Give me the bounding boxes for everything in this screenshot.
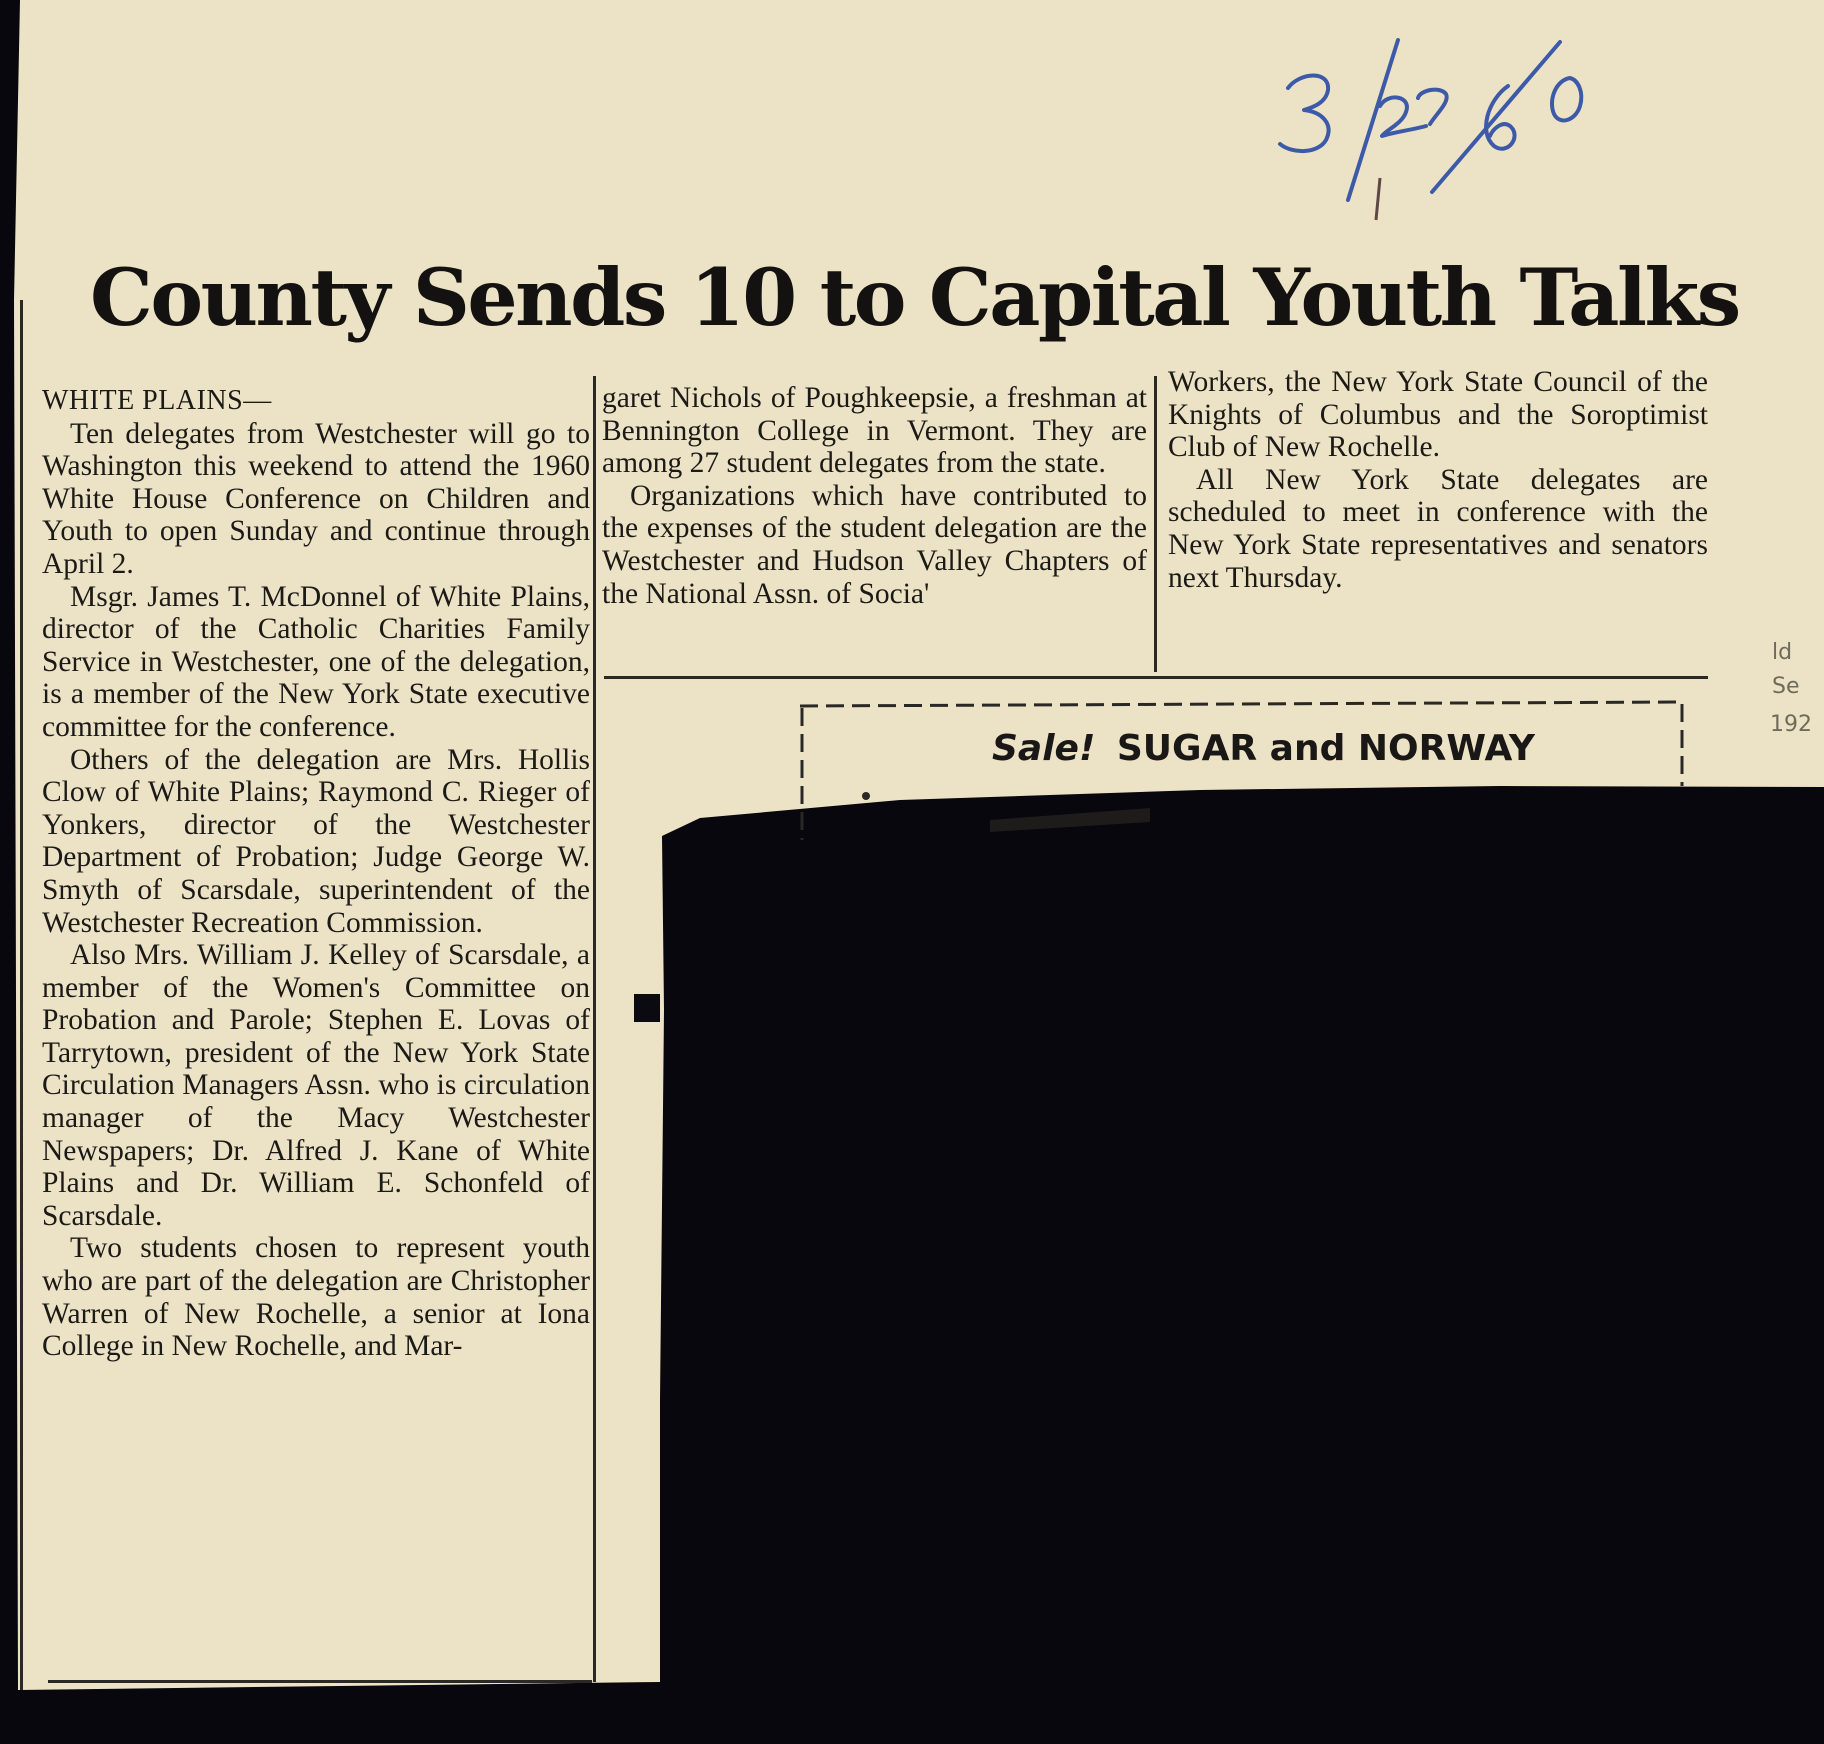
edge-bleed-text: ld <box>1772 640 1793 665</box>
edge-bleed-text: Se <box>1772 674 1800 699</box>
paragraph: Others of the delegation are Mrs. Hollis Clow of White Plains; Raymond C. Rieger of Yonkers, director of the Westchester Department of Probation; Judge George W. Smyth of Scarsdale, superintendent of the Westchester Recreation Commission. <box>42 743 590 939</box>
dateline: WHITE PLAINS— <box>42 385 272 416</box>
paragraph: Msgr. James T. McDonnel of White Plains, director of the Catholic Charities Family Service in Westchester, one of the delegation, is a member of the New York State executive committee for the conference. <box>42 580 590 743</box>
paragraph: Also Mrs. William J. Kelley of Scarsdale, a member of the Women's Committee on Probation and Parole; Stephen E. Lovas of Tarrytown, president of the New York State Circulation Managers Assn. who is circulation manager of the Macy Westchester Newspapers; Dr. Alfred J. Kane of White Plains and Dr. William E. Schonfeld of Scarsdale. <box>42 939 590 1232</box>
paragraph: Two students chosen to represent youth who are part of the delegation are Christopher Warren of New Rochelle, a senior at Iona College in New Rochelle, and Mar- <box>42 1232 590 1363</box>
ad-fragment <box>992 728 1535 769</box>
headline: County Sends 10 to Capital Youth Talks <box>90 251 1739 344</box>
paragraph: Workers, the New York State Council of the Knights of Columbus and the Soroptimist Club of New Rochelle. <box>1168 366 1708 464</box>
ad-sale-label: Sale! <box>992 728 1096 769</box>
paragraph: Ten delegates from Westchester will go to Washington this weekend to attend the 1960 White House Conference on Children and Youth to open Sunday and continue through April 2. <box>42 417 590 580</box>
paragraph: garet Nichols of Poughkeepsie, a freshman at Bennington College in Vermont. They are among 27 student delegates from the state. <box>602 382 1147 480</box>
paragraph: All New York State delegates are scheduled to meet in conference with the New York State representatives and senators next Thursday. <box>1168 463 1708 594</box>
edge-bleed-text: 192 <box>1770 712 1812 737</box>
paragraph: Organizations which have contributed to the expenses of the student delegation are the Westchester and Hudson Valley Chapters of the National Assn. of Socia' <box>602 479 1147 610</box>
ad-product-text: SUGAR and NORWAY <box>1116 728 1535 769</box>
